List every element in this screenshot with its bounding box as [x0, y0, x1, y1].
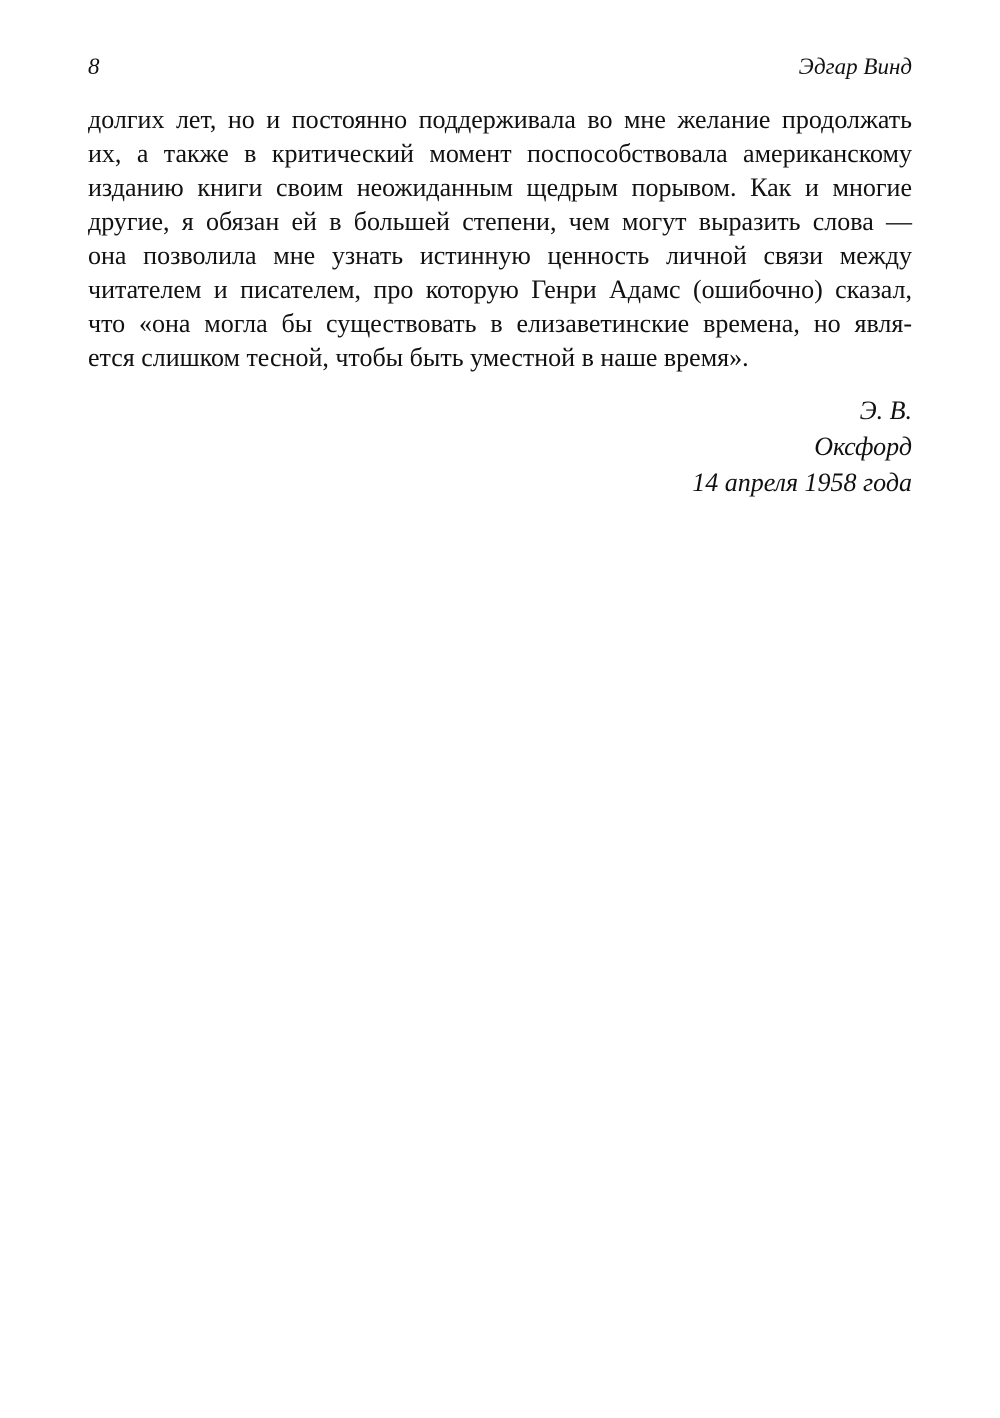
- signature-place: Оксфорд: [814, 432, 912, 461]
- text-line: изданию книги своим неожиданным щедрым порывом. Как и многие: [88, 173, 912, 202]
- signature-block: [692, 393, 912, 501]
- signature-initials: Э. В.: [859, 396, 912, 425]
- text-line: читателем и писателем, про которую Генри Адамс (ошибочно) сказал,: [88, 275, 912, 304]
- signature-date: 14 апреля 1958 года: [692, 468, 912, 497]
- text-line: их, а также в критический момент поспособствовала американскому: [88, 139, 912, 168]
- text-line: она позволила мне узнать истинную ценность личной связи между: [88, 241, 912, 270]
- page-number: 8: [88, 54, 100, 79]
- running-header: [88, 52, 912, 82]
- running-title: Эдгар Винд: [798, 54, 912, 79]
- body-paragraph: [88, 103, 912, 375]
- text-line: долгих лет, но и постоянно поддерживала во мне желание продолжать: [88, 105, 912, 134]
- text-line: что «она могла бы существовать в елизаветинские времена, но явля-: [88, 309, 912, 338]
- text-line: другие, я обязан ей в большей степени, чем могут выразить слова —: [88, 207, 912, 236]
- text-line: ется слишком тесной, чтобы быть уместной в наше время».: [88, 343, 749, 372]
